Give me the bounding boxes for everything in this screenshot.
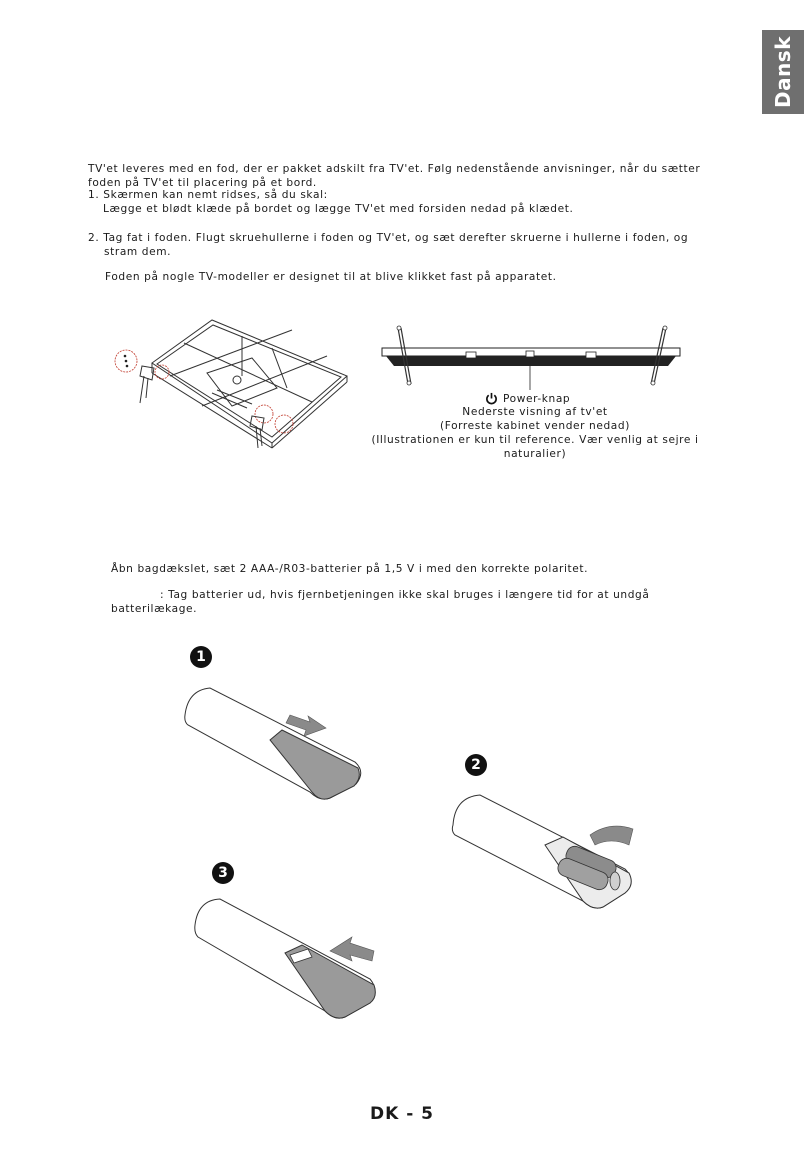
remote-close-cover-illustration xyxy=(190,895,385,1025)
stand-step-2-line-2: stram dem. xyxy=(104,246,172,258)
power-icon xyxy=(485,392,498,405)
page-number: DK - 5 xyxy=(369,1104,434,1124)
battery-warning-line-2: batterilækage. xyxy=(111,603,198,615)
remote-open-cover-illustration xyxy=(180,680,370,805)
power-button-label: Power-knap xyxy=(503,393,571,405)
stand-step-2-line-1: 2. Tag fat i foden. Flugt skruehullerne i foden og TV'et, og sæt derefter skruerne i hullerne i foden, og xyxy=(88,232,689,244)
language-label: Dansk xyxy=(771,35,796,109)
step-2-badge: 2 xyxy=(465,754,487,776)
stand-intro-line-2: foden på TV'et til placering på et bord. xyxy=(88,177,317,189)
stand-note: Foden på nogle TV-modeller er designet til at blive klikket fast på apparatet. xyxy=(105,271,557,283)
stand-step-1-line-1: 1. Skærmen kan nemt ridses, så du skal: xyxy=(88,189,328,201)
battery-warning-line-1: : Tag batterier ud, hvis fjernbetjeningen ikke skal bruges i længere tid for at undgå xyxy=(160,589,650,601)
bottom-view-caption: Nederste visning af tv'et xyxy=(462,406,608,418)
tv-bottom-view-illustration xyxy=(380,322,682,390)
illustration-disclaimer-line-1: (Illustrationen er kun til reference. Vær venlig at sejre i xyxy=(371,434,699,446)
bottom-view-subcaption: (Forreste kabinet vender nedad) xyxy=(440,420,630,432)
language-tab xyxy=(762,30,804,114)
remote-insert-batteries-illustration xyxy=(445,785,645,915)
battery-instruction: Åbn bagdækslet, sæt 2 AAA-/R03-batterier på 1,5 V i med den korrekte polaritet. xyxy=(111,563,589,575)
step-3-badge: 3 xyxy=(212,862,234,884)
stand-step-1-line-2: Lægge et blødt klæde på bordet og lægge TV'et med forsiden nedad på klædet. xyxy=(103,203,574,215)
illustration-disclaimer-line-2: naturalier) xyxy=(503,448,567,460)
stand-intro-line-1: TV'et leveres med en fod, der er pakket adskilt fra TV'et. Følg nedenstående anvisninger, når du sætter xyxy=(88,163,701,175)
tv-back-stand-illustration xyxy=(112,318,352,453)
step-1-badge: 1 xyxy=(190,646,212,668)
